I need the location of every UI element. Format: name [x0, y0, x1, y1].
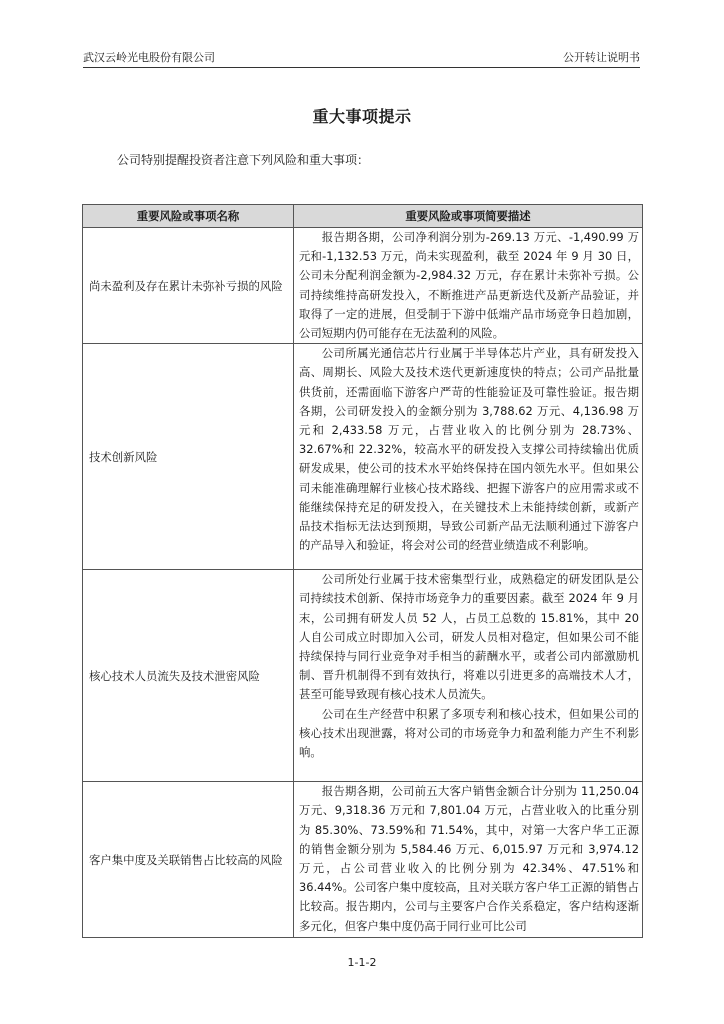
risk-description [294, 344, 643, 570]
risk-table [82, 204, 643, 938]
table-row [83, 344, 643, 570]
risk-name: 尚未盈利及存在累计未弥补亏损的风险 [83, 228, 294, 344]
page-header [83, 50, 640, 68]
risk-name: 客户集中度及关联销售占比较高的风险 [83, 782, 294, 938]
description-paragraph: 公司所处行业属于技术密集型行业，成熟稳定的研发团队是公司持续技术创新、保持市场竞争力的重要因素。截至 2024 年 9 月末，公司拥有研发人员 52 人，占员工总数的 15.81%，其中 20 人自公司成立时即加入公司，研发人员相对稳定，但如果公司不能持续保持与同行业竞争对手相当的薪酬水平，或者公司内部激励机制、晋升机制得不到有效执行，将难以引进更多的高端技术人才，甚至可能导致现有核心技术人员流失。 [299, 572, 639, 702]
table-row [83, 570, 643, 782]
risk-description [294, 570, 643, 782]
header-divider [83, 67, 640, 68]
risk-name: 核心技术人员流失及技术泄密风险 [83, 570, 294, 782]
description-paragraph: 报告期各期，公司净利润分别为-269.13 万元、-1,490.99 万元和-1,132.53 万元，尚未实现盈利，截至 2024 年 9 月 30 日，公司未分配利润金额为-2,984.32 万元，存在累计未弥补亏损。公司持续维持高研发投入，不断推进产品更新迭代及新产品验证，并取得了一定的进展，但受制于下游中低端产品市场竞争日趋加剧，公司短期内仍可能存在无法盈利的风险。 [299, 230, 639, 341]
description-paragraph: 公司所属光通信芯片行业属于半导体芯片产业，具有研发投入高、周期长、风险大及技术迭代更新速度快的特点；公司产品批量供货前，还需面临下游客户严苛的性能验证及可靠性验证。报告期各期，公司研发投入的金额分别为 3,788.62 万元、4,136.98 万元和 2,433.58 万元，占营业收入的比例分别为 28.73%、32.67%和 22.32%，较高水平的研发投入支撑公司持续输出优质研发成果，使公司的技术水平始终保持在国内领先水平。但如果公司未能准确理解行业核心技术路线、把握下游客户的应用需求或不能继续保持充足的研发投入，在关键技术上未能持续创新，或新产品技术指标无法达到预期，导致公司新产品无法顺利通过下游客户的产品导入和验证，将会对公司的经营业绩造成不利影响。 [299, 346, 639, 553]
risk-description [294, 782, 643, 938]
table-header-row [83, 205, 643, 228]
header-company-name: 武汉云岭光电股份有限公司 [83, 51, 215, 64]
intro-text: 公司特别提醒投资者注意下列风险和重大事项： [117, 153, 370, 167]
page-number: 1-1-2 [347, 956, 377, 969]
risk-description [294, 228, 643, 344]
description-paragraph: 报告期各期，公司前五大客户销售金额合计分别为 11,250.04 万元、9,318.36 万元和 7,801.04 万元，占营业收入的比重分别为 85.30%、73.59%和 71.54%，其中，对第一大客户华工正源的销售金额分别为 5,584.46 万元、6,015.97 万元和 3,974.12 万元，占公司营业收入的比例分别为 42.34%、47.51%和 36.44%。公司客户集中度较高，且对关联方客户华工正源的销售占比较高。报告期内，公司与主要客户合作关系稳定，客户结构逐渐多元化，但客户集中度仍高于同行业可比公司 [299, 784, 639, 933]
page-title: 重大事项提示 [312, 107, 412, 126]
risk-name: 技术创新风险 [83, 344, 294, 570]
description-paragraph: 公司在生产经营中积累了多项专利和核心技术，但如果公司的核心技术出现泄露，将对公司的市场竞争力和盈利能力产生不利影响。 [299, 706, 639, 760]
table-row [83, 782, 643, 938]
column-header-name: 重要风险或事项名称 [83, 205, 294, 228]
column-header-description: 重要风险或事项简要描述 [294, 205, 643, 228]
table-row [83, 228, 643, 344]
header-document-name: 公开转让说明书 [563, 51, 640, 64]
